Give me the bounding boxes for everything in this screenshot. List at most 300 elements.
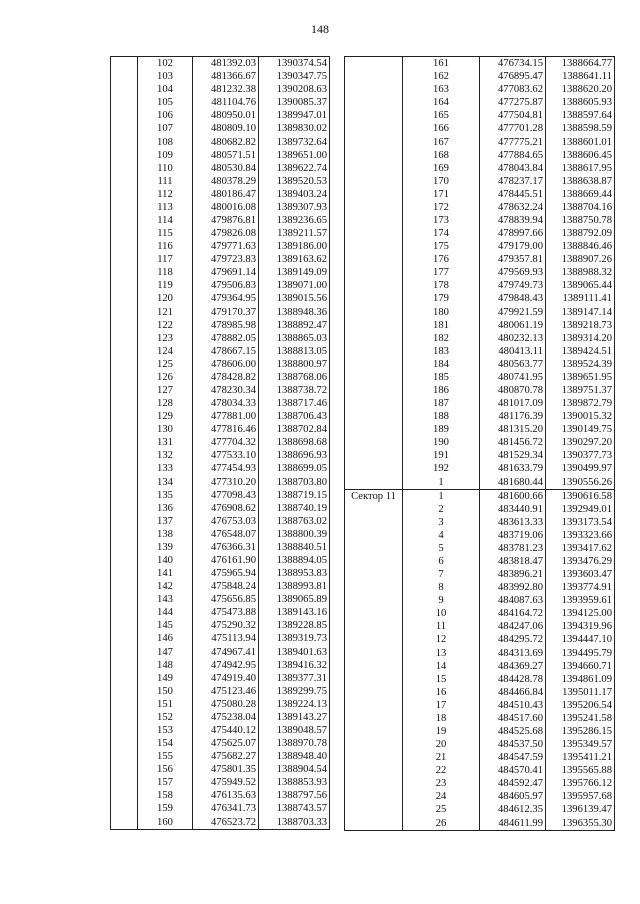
- sector-cell: [111, 750, 138, 763]
- sector-cell: [345, 397, 403, 410]
- x-coordinate-cell: 478237.17: [480, 175, 546, 188]
- y-coordinate-cell: 1388738.72: [259, 384, 330, 397]
- point-number-cell: 157: [138, 776, 193, 789]
- x-coordinate-cell: 475801.35: [193, 763, 259, 776]
- sector-cell: [111, 332, 138, 345]
- x-coordinate-cell: 483613.33: [480, 516, 546, 529]
- sector-cell: [345, 122, 403, 135]
- table-row: [345, 777, 615, 790]
- sector-cell: [345, 503, 403, 516]
- sector-cell: [345, 699, 403, 712]
- table-row: [345, 489, 615, 503]
- y-coordinate-cell: 1390556.26: [546, 476, 615, 490]
- y-coordinate-cell: 1389377.31: [259, 672, 330, 685]
- sector-cell: [111, 109, 138, 122]
- point-number-cell: 190: [403, 436, 480, 449]
- table-row: [345, 358, 615, 371]
- point-number-cell: 138: [138, 528, 193, 541]
- point-number-cell: 111: [138, 175, 193, 188]
- y-coordinate-cell: 1389319.73: [259, 632, 330, 645]
- table-row: [111, 659, 330, 672]
- y-coordinate-cell: 1388904.54: [259, 763, 330, 776]
- sector-cell: [111, 175, 138, 188]
- x-coordinate-cell: 478043.84: [480, 162, 546, 175]
- sector-cell: [111, 724, 138, 737]
- x-coordinate-cell: 484466.84: [480, 686, 546, 699]
- y-coordinate-cell: 1388948.36: [259, 305, 330, 318]
- sector-cell: [345, 149, 403, 162]
- table-row: [345, 699, 615, 712]
- y-coordinate-cell: 1388853.93: [259, 776, 330, 789]
- table-row: [111, 227, 330, 240]
- sector-cell: [345, 751, 403, 764]
- y-coordinate-cell: 1389520.53: [259, 175, 330, 188]
- point-number-cell: 129: [138, 410, 193, 423]
- x-coordinate-cell: 476895.47: [480, 70, 546, 83]
- table-row: [111, 214, 330, 227]
- table-row: [345, 620, 615, 633]
- x-coordinate-cell: 484612.35: [480, 803, 546, 816]
- y-coordinate-cell: 1395241.58: [546, 712, 615, 725]
- y-coordinate-cell: 1390085.37: [259, 96, 330, 109]
- point-number-cell: 23: [403, 777, 480, 790]
- y-coordinate-cell: 1388669.44: [546, 188, 615, 201]
- table-row: [111, 410, 330, 423]
- x-coordinate-cell: 478997.66: [480, 227, 546, 240]
- point-number-cell: 126: [138, 371, 193, 384]
- x-coordinate-cell: 478985.98: [193, 319, 259, 332]
- y-coordinate-cell: 1389314.20: [546, 332, 615, 345]
- y-coordinate-cell: 1388846.46: [546, 240, 615, 253]
- table-row: [345, 188, 615, 201]
- table-row: [345, 227, 615, 240]
- y-coordinate-cell: 1389111.41: [546, 292, 615, 305]
- y-coordinate-cell: 1388620.20: [546, 83, 615, 96]
- table-row: [111, 711, 330, 724]
- sector-cell: [111, 789, 138, 802]
- point-number-cell: 19: [403, 725, 480, 738]
- point-number-cell: 176: [403, 253, 480, 266]
- table-row: [345, 542, 615, 555]
- y-coordinate-cell: 1389307.93: [259, 201, 330, 214]
- x-coordinate-cell: 477083.62: [480, 83, 546, 96]
- sector-cell: [345, 410, 403, 423]
- x-coordinate-cell: 475949.52: [193, 776, 259, 789]
- point-number-cell: 169: [403, 162, 480, 175]
- point-number-cell: 20: [403, 738, 480, 751]
- y-coordinate-cell: 1390499.97: [546, 462, 615, 475]
- x-coordinate-cell: 480530.84: [193, 162, 259, 175]
- table-row: [345, 371, 615, 384]
- point-number-cell: 122: [138, 319, 193, 332]
- y-coordinate-cell: 1393417.62: [546, 542, 615, 555]
- table-row: [111, 397, 330, 410]
- sector-cell: [111, 162, 138, 175]
- point-number-cell: 158: [138, 789, 193, 802]
- x-coordinate-cell: 480870.78: [480, 384, 546, 397]
- x-coordinate-cell: 477098.43: [193, 489, 259, 502]
- table-row: [345, 607, 615, 620]
- point-number-cell: 24: [403, 790, 480, 803]
- x-coordinate-cell: 483818.47: [480, 555, 546, 568]
- point-number-cell: 142: [138, 580, 193, 593]
- y-coordinate-cell: 1396355.30: [546, 817, 615, 831]
- sector-cell: [111, 449, 138, 462]
- point-number-cell: 153: [138, 724, 193, 737]
- point-number-cell: 13: [403, 647, 480, 660]
- point-number-cell: 16: [403, 686, 480, 699]
- y-coordinate-cell: 1393959.61: [546, 594, 615, 607]
- x-coordinate-cell: 476548.07: [193, 528, 259, 541]
- point-number-cell: 147: [138, 646, 193, 659]
- sector-cell: [345, 803, 403, 816]
- table-row: [111, 776, 330, 789]
- sector-cell: [345, 620, 403, 633]
- x-coordinate-cell: 484605.97: [480, 790, 546, 803]
- x-coordinate-cell: 477454.93: [193, 462, 259, 475]
- point-number-cell: 172: [403, 201, 480, 214]
- point-number-cell: 146: [138, 632, 193, 645]
- y-coordinate-cell: 1389065.89: [259, 593, 330, 606]
- sector-cell: [111, 384, 138, 397]
- table-row: [111, 502, 330, 515]
- table-row: [345, 109, 615, 122]
- point-number-cell: 130: [138, 423, 193, 436]
- sector-cell: [111, 541, 138, 554]
- sector-cell: [345, 227, 403, 240]
- y-coordinate-cell: 1389732.64: [259, 135, 330, 148]
- sector-cell: [345, 57, 403, 71]
- x-coordinate-cell: 481529.34: [480, 449, 546, 462]
- y-coordinate-cell: 1388800.97: [259, 358, 330, 371]
- point-number-cell: 15: [403, 673, 480, 686]
- table-row: [345, 555, 615, 568]
- x-coordinate-cell: 484087.63: [480, 594, 546, 607]
- x-coordinate-cell: 480061.19: [480, 319, 546, 332]
- point-number-cell: 11: [403, 620, 480, 633]
- table-row: [345, 135, 615, 148]
- sector-cell: [345, 162, 403, 175]
- x-coordinate-cell: 475123.46: [193, 685, 259, 698]
- x-coordinate-cell: 484428.78: [480, 673, 546, 686]
- sector-cell: [345, 345, 403, 358]
- point-number-cell: 117: [138, 253, 193, 266]
- sector-cell: [111, 554, 138, 567]
- y-coordinate-cell: 1389163.62: [259, 253, 330, 266]
- point-number-cell: 191: [403, 449, 480, 462]
- sector-cell: [345, 817, 403, 831]
- table-row: [111, 763, 330, 776]
- sector-cell: [111, 776, 138, 789]
- table-row: [345, 817, 615, 831]
- sector-cell: [111, 763, 138, 776]
- point-number-cell: 160: [138, 816, 193, 830]
- y-coordinate-cell: 1389622.74: [259, 162, 330, 175]
- point-number-cell: 184: [403, 358, 480, 371]
- table-row: [111, 619, 330, 632]
- point-number-cell: 174: [403, 227, 480, 240]
- x-coordinate-cell: 481633.79: [480, 462, 546, 475]
- point-number-cell: 189: [403, 423, 480, 436]
- x-coordinate-cell: 479848.43: [480, 292, 546, 305]
- table-row: [111, 240, 330, 253]
- table-row: [111, 593, 330, 606]
- y-coordinate-cell: 1394447.10: [546, 633, 615, 646]
- x-coordinate-cell: 484611.99: [480, 817, 546, 831]
- x-coordinate-cell: 479826.08: [193, 227, 259, 240]
- y-coordinate-cell: 1389143.16: [259, 606, 330, 619]
- coordinates-table-body: [345, 57, 615, 831]
- sector-cell: [111, 802, 138, 815]
- x-coordinate-cell: 476341.73: [193, 802, 259, 815]
- x-coordinate-cell: 480950.01: [193, 109, 259, 122]
- y-coordinate-cell: 1395349.57: [546, 738, 615, 751]
- x-coordinate-cell: 484547.59: [480, 751, 546, 764]
- x-coordinate-cell: 477816.46: [193, 423, 259, 436]
- point-number-cell: 109: [138, 149, 193, 162]
- x-coordinate-cell: 484510.43: [480, 699, 546, 712]
- x-coordinate-cell: 476523.72: [193, 816, 259, 830]
- point-number-cell: 102: [138, 57, 193, 71]
- y-coordinate-cell: 1388717.46: [259, 397, 330, 410]
- y-coordinate-cell: 1395011.17: [546, 686, 615, 699]
- table-row: [345, 240, 615, 253]
- x-coordinate-cell: 481315.20: [480, 423, 546, 436]
- x-coordinate-cell: 480563.77: [480, 358, 546, 371]
- y-coordinate-cell: 1390374.54: [259, 57, 330, 71]
- table-row: [345, 476, 615, 490]
- x-coordinate-cell: 483719.06: [480, 529, 546, 542]
- sector-cell: [111, 593, 138, 606]
- sector-cell: [345, 647, 403, 660]
- table-row: [111, 57, 330, 71]
- table-row: [111, 646, 330, 659]
- point-number-cell: 7: [403, 568, 480, 581]
- x-coordinate-cell: 475848.24: [193, 580, 259, 593]
- x-coordinate-cell: 474942.95: [193, 659, 259, 672]
- x-coordinate-cell: 478839.94: [480, 214, 546, 227]
- x-coordinate-cell: 476753.03: [193, 515, 259, 528]
- point-number-cell: 165: [403, 109, 480, 122]
- table-row: [111, 266, 330, 279]
- y-coordinate-cell: 1389071.00: [259, 279, 330, 292]
- y-coordinate-cell: 1388696.93: [259, 449, 330, 462]
- point-number-cell: 144: [138, 606, 193, 619]
- x-coordinate-cell: 481104.76: [193, 96, 259, 109]
- point-number-cell: 140: [138, 554, 193, 567]
- x-coordinate-cell: 478445.51: [480, 188, 546, 201]
- table-row: [111, 436, 330, 449]
- y-coordinate-cell: 1389065.44: [546, 279, 615, 292]
- table-row: [111, 423, 330, 436]
- table-row: [345, 594, 615, 607]
- y-coordinate-cell: 1389143.27: [259, 711, 330, 724]
- x-coordinate-cell: 481456.72: [480, 436, 546, 449]
- x-coordinate-cell: 481232.38: [193, 83, 259, 96]
- sector-cell: [345, 790, 403, 803]
- sector-cell: [111, 319, 138, 332]
- y-coordinate-cell: 1388703.80: [259, 476, 330, 489]
- point-number-cell: 150: [138, 685, 193, 698]
- sector-cell: [345, 332, 403, 345]
- sector-cell: [345, 594, 403, 607]
- sector-cell: [111, 57, 138, 71]
- table-row: [345, 764, 615, 777]
- x-coordinate-cell: 484247.06: [480, 620, 546, 633]
- sector-cell: [111, 737, 138, 750]
- y-coordinate-cell: 1388894.05: [259, 554, 330, 567]
- table-row: [345, 686, 615, 699]
- sector-cell: [345, 175, 403, 188]
- point-number-cell: 180: [403, 305, 480, 318]
- x-coordinate-cell: 478230.34: [193, 384, 259, 397]
- x-coordinate-cell: 476161.90: [193, 554, 259, 567]
- y-coordinate-cell: 1390208.63: [259, 83, 330, 96]
- y-coordinate-cell: 1388865.03: [259, 332, 330, 345]
- point-number-cell: 121: [138, 305, 193, 318]
- table-row: [111, 606, 330, 619]
- x-coordinate-cell: 484537.50: [480, 738, 546, 751]
- y-coordinate-cell: 1388699.05: [259, 462, 330, 475]
- sector-cell: [111, 345, 138, 358]
- table-row: [345, 568, 615, 581]
- x-coordinate-cell: 484295.72: [480, 633, 546, 646]
- x-coordinate-cell: 474919.40: [193, 672, 259, 685]
- y-coordinate-cell: 1389416.32: [259, 659, 330, 672]
- y-coordinate-cell: 1388740.19: [259, 502, 330, 515]
- y-coordinate-cell: 1388706.43: [259, 410, 330, 423]
- page-number: 148: [311, 22, 329, 36]
- table-row: [111, 305, 330, 318]
- x-coordinate-cell: 481366.67: [193, 70, 259, 83]
- sector-cell: [345, 581, 403, 594]
- x-coordinate-cell: 479179.00: [480, 240, 546, 253]
- y-coordinate-cell: 1389401.63: [259, 646, 330, 659]
- sector-cell: [111, 659, 138, 672]
- sector-cell: [111, 410, 138, 423]
- y-coordinate-cell: 1388605.93: [546, 96, 615, 109]
- sector-cell: [345, 201, 403, 214]
- sector-cell: [111, 266, 138, 279]
- y-coordinate-cell: 1390297.20: [546, 436, 615, 449]
- point-number-cell: 139: [138, 541, 193, 554]
- point-number-cell: 181: [403, 319, 480, 332]
- table-row: [111, 632, 330, 645]
- sector-cell: [345, 673, 403, 686]
- table-row: [345, 738, 615, 751]
- y-coordinate-cell: 1392949.01: [546, 503, 615, 516]
- x-coordinate-cell: 475080.28: [193, 698, 259, 711]
- point-number-cell: 132: [138, 449, 193, 462]
- x-coordinate-cell: 480809.10: [193, 122, 259, 135]
- x-coordinate-cell: 481600.66: [480, 489, 546, 503]
- point-number-cell: 192: [403, 462, 480, 475]
- point-number-cell: 1: [403, 489, 480, 503]
- point-number-cell: 14: [403, 660, 480, 673]
- x-coordinate-cell: 479357.81: [480, 253, 546, 266]
- y-coordinate-cell: 1389224.13: [259, 698, 330, 711]
- x-coordinate-cell: 479723.83: [193, 253, 259, 266]
- x-coordinate-cell: 479506.83: [193, 279, 259, 292]
- table-row: [111, 162, 330, 175]
- x-coordinate-cell: 477704.32: [193, 436, 259, 449]
- table-row: [111, 567, 330, 580]
- y-coordinate-cell: 1389403.24: [259, 188, 330, 201]
- y-coordinate-cell: 1393603.47: [546, 568, 615, 581]
- table-row: [111, 135, 330, 148]
- sector-cell: [111, 292, 138, 305]
- x-coordinate-cell: 477884.65: [480, 149, 546, 162]
- table-row: [345, 332, 615, 345]
- table-row: [111, 279, 330, 292]
- sector-cell: [111, 711, 138, 724]
- x-coordinate-cell: 475625.07: [193, 737, 259, 750]
- y-coordinate-cell: 1388598.59: [546, 122, 615, 135]
- sector-cell: [111, 685, 138, 698]
- y-coordinate-cell: 1389651.00: [259, 149, 330, 162]
- y-coordinate-cell: 1388638.87: [546, 175, 615, 188]
- x-coordinate-cell: 477881.00: [193, 410, 259, 423]
- table-row: [111, 489, 330, 502]
- y-coordinate-cell: 1389015.56: [259, 292, 330, 305]
- table-row: [111, 371, 330, 384]
- y-coordinate-cell: 1393774.91: [546, 581, 615, 594]
- table-row: [345, 384, 615, 397]
- table-row: [111, 70, 330, 83]
- table-row: [111, 384, 330, 397]
- y-coordinate-cell: 1395957.68: [546, 790, 615, 803]
- y-coordinate-cell: 1389147.14: [546, 305, 615, 318]
- y-coordinate-cell: 1395411.21: [546, 751, 615, 764]
- y-coordinate-cell: 1388768.06: [259, 371, 330, 384]
- sector-cell: [345, 660, 403, 673]
- x-coordinate-cell: 480232.13: [480, 332, 546, 345]
- y-coordinate-cell: 1389830.02: [259, 122, 330, 135]
- sector-cell: [111, 214, 138, 227]
- point-number-cell: 106: [138, 109, 193, 122]
- table-row: [345, 279, 615, 292]
- table-row: [345, 581, 615, 594]
- point-number-cell: 136: [138, 502, 193, 515]
- sector-cell: [111, 305, 138, 318]
- x-coordinate-cell: 481176.39: [480, 410, 546, 423]
- point-number-cell: 18: [403, 712, 480, 725]
- point-number-cell: 116: [138, 240, 193, 253]
- y-coordinate-cell: 1388664.77: [546, 57, 615, 71]
- table-row: [345, 162, 615, 175]
- sector-cell: [345, 712, 403, 725]
- x-coordinate-cell: 478882.05: [193, 332, 259, 345]
- sector-cell: [111, 580, 138, 593]
- sector-cell: [345, 70, 403, 83]
- sector-cell: [345, 436, 403, 449]
- point-number-cell: 173: [403, 214, 480, 227]
- y-coordinate-cell: 1393476.29: [546, 555, 615, 568]
- table-row: [345, 175, 615, 188]
- sector-cell: [111, 476, 138, 489]
- y-coordinate-cell: 1389424.51: [546, 345, 615, 358]
- y-coordinate-cell: 1389651.95: [546, 371, 615, 384]
- sector-cell: [345, 83, 403, 96]
- table-row: [345, 305, 615, 318]
- point-number-cell: 112: [138, 188, 193, 201]
- x-coordinate-cell: 483896.21: [480, 568, 546, 581]
- y-coordinate-cell: 1388719.15: [259, 489, 330, 502]
- table-row: [345, 449, 615, 462]
- table-row: [345, 266, 615, 279]
- sector-cell: [345, 188, 403, 201]
- x-coordinate-cell: 480682.82: [193, 135, 259, 148]
